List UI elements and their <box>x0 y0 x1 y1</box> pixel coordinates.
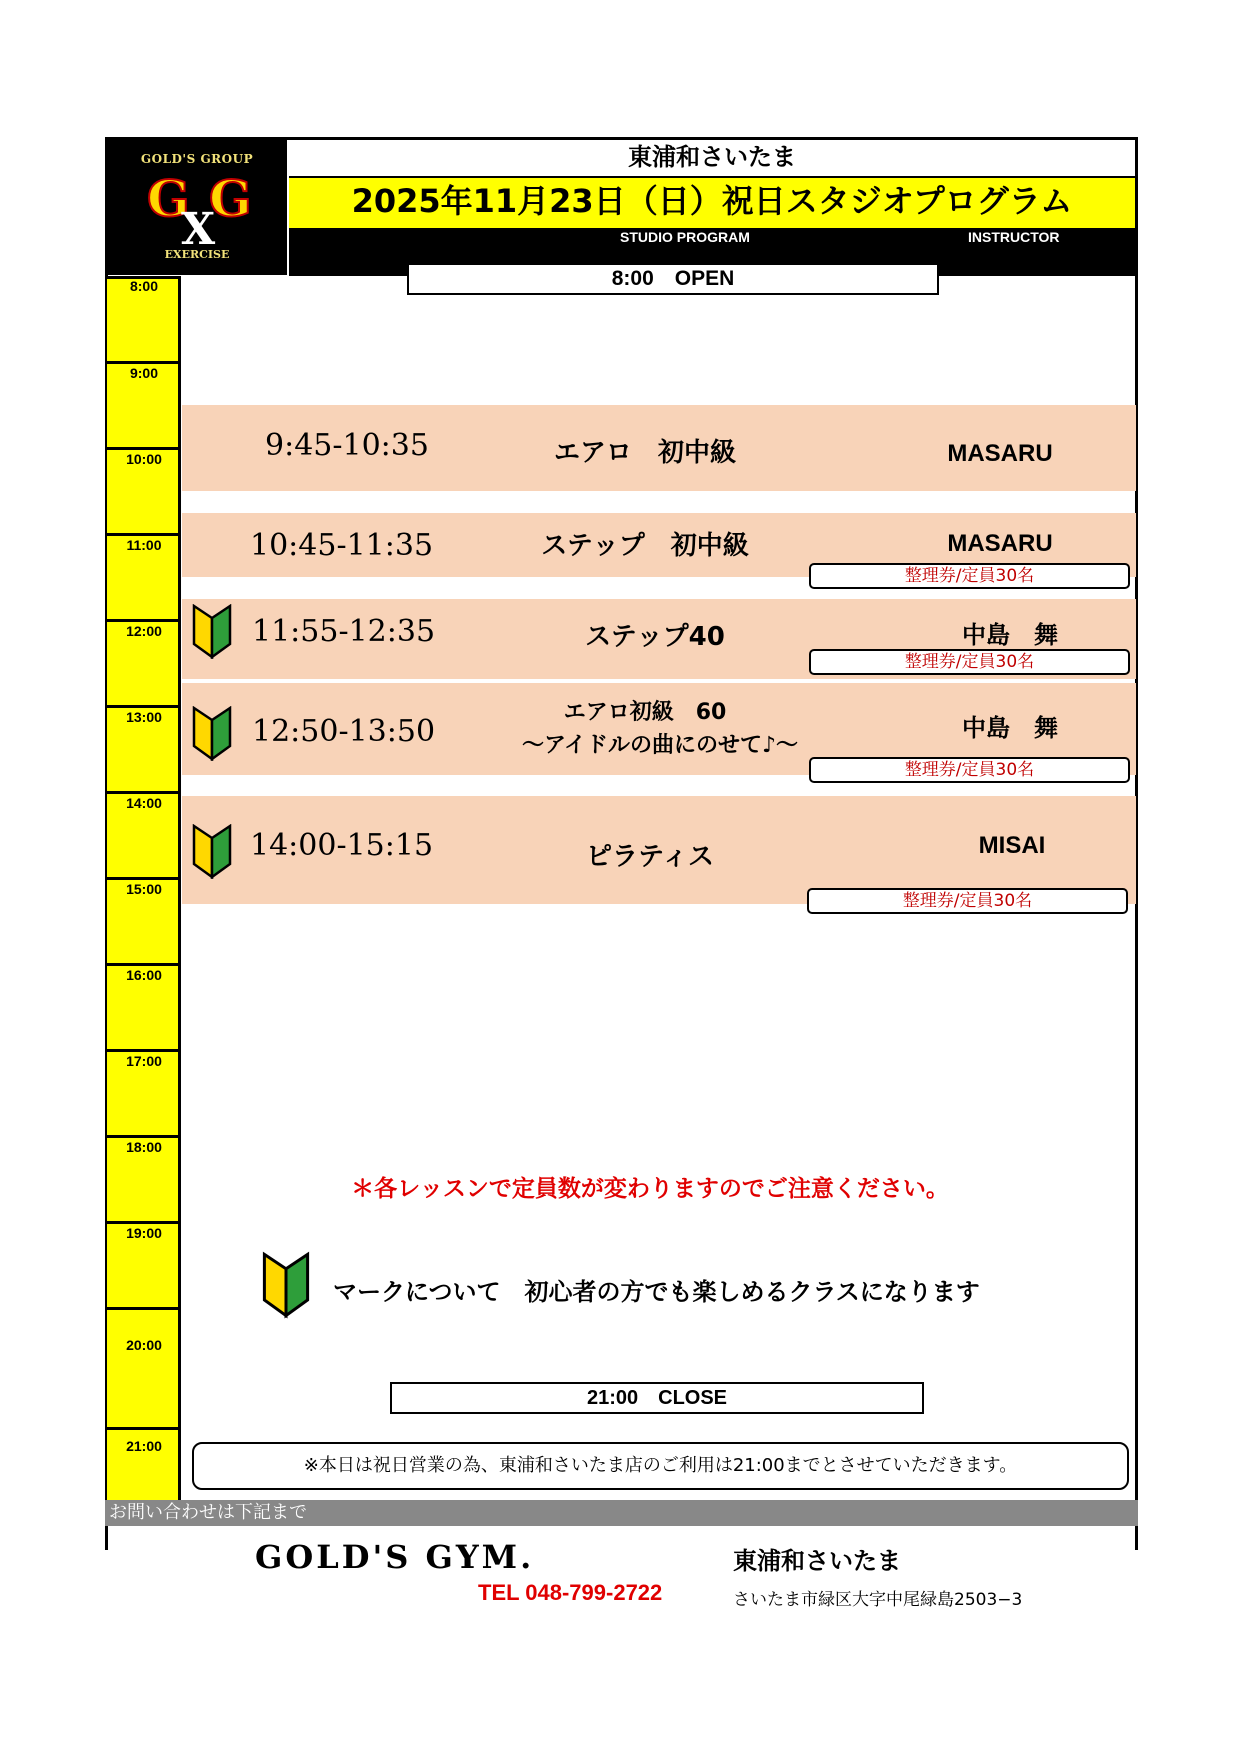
contact-bar: お問い合わせは下記まで <box>105 1500 1138 1526</box>
time-label: 11:00 <box>126 537 162 553</box>
time-label: 15:00 <box>126 881 162 897</box>
time-label: 9:00 <box>129 365 159 381</box>
time-tick <box>107 1049 181 1052</box>
ticket-badge: 整理券/定員30名 <box>809 563 1130 589</box>
time-label: 10:00 <box>126 451 162 467</box>
class-time: 14:00-15:15 <box>250 828 434 863</box>
logo-x: X <box>181 204 216 248</box>
time-label: 13:00 <box>126 709 162 725</box>
class-time: 12:50-13:50 <box>252 714 436 749</box>
logo-g-left: G <box>147 169 190 228</box>
capacity-notice: ＊各レッスンで定員数が変わりますのでご注意ください。 <box>351 1176 949 1202</box>
time-tick <box>107 533 181 536</box>
class-name-line1: エアロ初級 60 <box>563 700 727 725</box>
page-title: 2025年11月23日（日）祝日スタジオプログラム <box>351 182 1073 220</box>
store-name: 東浦和さいたま <box>628 143 796 171</box>
time-tick <box>107 1307 181 1310</box>
beginner-mark-icon <box>192 604 232 659</box>
golds-gym-logo: GOLD'S GYM. <box>255 1538 535 1576</box>
logo-g-right: G <box>209 169 252 228</box>
time-label: 8:00 <box>129 278 159 294</box>
column-header-program: STUDIO PROGRAM <box>620 229 750 245</box>
time-label: 12:00 <box>126 623 162 639</box>
time-label: 18:00 <box>126 1139 162 1155</box>
class-name-line2: ～アイドルの曲にのせて♪～ <box>521 733 799 758</box>
class-instructor: MASARU <box>947 440 1053 467</box>
time-label: 14:00 <box>126 795 162 811</box>
class-instructor: MASARU <box>947 530 1053 557</box>
beginner-legend: マークについて 初心者の方でも楽しめるクラスになります <box>333 1278 980 1306</box>
time-tick <box>107 361 181 364</box>
class-time: 11:55-12:35 <box>252 614 436 649</box>
class-time: 9:45-10:35 <box>265 428 429 463</box>
class-name: ピラティス <box>586 842 714 872</box>
ticket-badge: 整理券/定員30名 <box>809 649 1130 675</box>
time-tick <box>107 619 181 622</box>
column-header-instructor: INSTRUCTOR <box>968 229 1060 245</box>
close-time-box: 21:00 CLOSE <box>390 1382 924 1414</box>
time-column <box>107 276 181 1502</box>
beginner-mark-icon <box>192 824 232 879</box>
footer-tel[interactable]: TEL 048-799-2722 <box>478 1580 663 1605</box>
class-name: エアロ 初中級 <box>553 438 736 468</box>
class-instructor: MISAI <box>978 832 1046 859</box>
time-tick <box>107 1135 181 1138</box>
footer-address: さいたま市緑区大字中尾緑島2503−3 <box>733 1590 1023 1610</box>
time-label: 21:00 <box>126 1438 162 1454</box>
open-time-box: 8:00 OPEN <box>407 263 939 295</box>
time-tick <box>107 877 181 880</box>
time-tick <box>107 963 181 966</box>
class-name: ステップ 初中級 <box>541 531 749 561</box>
time-tick <box>107 705 181 708</box>
gx-logo-icon <box>107 168 287 248</box>
time-tick <box>107 1221 181 1224</box>
time-tick <box>107 447 181 450</box>
beginner-mark-icon <box>262 1250 310 1320</box>
time-label: 16:00 <box>126 967 162 983</box>
class-time: 10:45-11:35 <box>250 528 434 563</box>
ticket-badge: 整理券/定員30名 <box>807 888 1128 914</box>
class-instructor: 中島 舞 <box>962 715 1058 742</box>
class-instructor: 中島 舞 <box>962 622 1058 649</box>
time-label: 19:00 <box>126 1225 162 1241</box>
time-label: 17:00 <box>126 1053 162 1069</box>
logo-top-text: GOLD'S GROUP <box>140 152 254 166</box>
holiday-note: ※本日は祝日営業の為、東浦和さいたま店のご利用は21:00までとさせていただきます。 <box>192 1442 1129 1490</box>
footer-store-name: 東浦和さいたま <box>733 1547 901 1575</box>
time-tick <box>107 1427 181 1430</box>
time-label: 20:00 <box>126 1337 162 1353</box>
ticket-badge: 整理券/定員30名 <box>809 757 1130 783</box>
class-name: ステップ40 <box>585 622 725 652</box>
beginner-mark-icon <box>192 706 232 761</box>
logo-bottom-text: EXERCISE <box>164 248 230 261</box>
time-tick <box>107 791 181 794</box>
